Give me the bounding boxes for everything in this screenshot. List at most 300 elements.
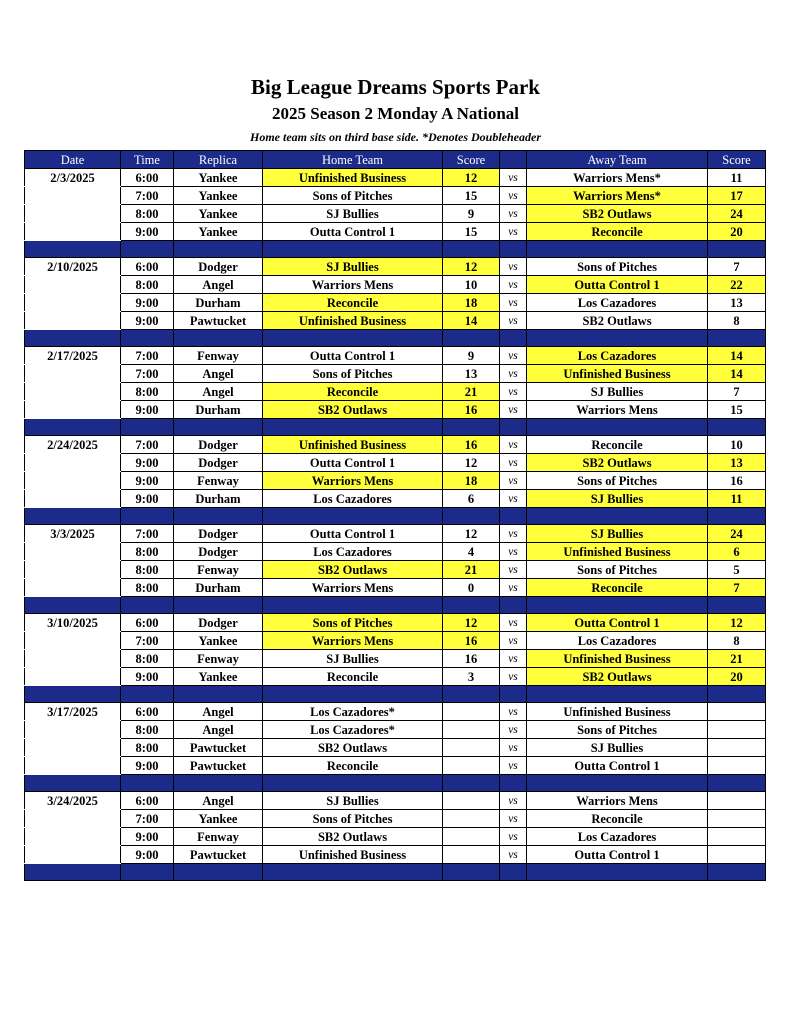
separator-cell (708, 864, 766, 881)
vs-label: vs (500, 187, 527, 205)
game-date (25, 543, 121, 561)
game-time: 7:00 (121, 365, 174, 383)
away-score: 6 (708, 543, 766, 561)
home-score: 12 (443, 258, 500, 276)
game-time: 7:00 (121, 632, 174, 650)
separator-cell (527, 775, 708, 792)
away-team: Outta Control 1 (527, 757, 708, 775)
vs-label: vs (500, 490, 527, 508)
game-row (25, 205, 766, 223)
game-time: 7:00 (121, 347, 174, 365)
away-score: 15 (708, 401, 766, 419)
home-score: 12 (443, 614, 500, 632)
away-team: SJ Bullies (527, 490, 708, 508)
home-team: Sons of Pitches (263, 614, 443, 632)
home-score (443, 810, 500, 828)
away-score: 7 (708, 258, 766, 276)
week-separator (25, 419, 766, 436)
separator-cell (25, 686, 121, 703)
header-away-score: Score (708, 151, 766, 169)
separator-cell (25, 864, 121, 881)
home-team: Warriors Mens (263, 632, 443, 650)
vs-label: vs (500, 650, 527, 668)
game-row (25, 703, 766, 721)
game-replica: Angel (174, 365, 263, 383)
game-date (25, 579, 121, 597)
away-score: 14 (708, 347, 766, 365)
home-score: 18 (443, 472, 500, 490)
away-score: 22 (708, 276, 766, 294)
separator-cell (443, 508, 500, 525)
separator-cell (500, 508, 527, 525)
separator-cell (527, 330, 708, 347)
game-time: 9:00 (121, 472, 174, 490)
week-separator (25, 775, 766, 792)
separator-cell (708, 419, 766, 436)
separator-cell (527, 686, 708, 703)
game-time: 9:00 (121, 454, 174, 472)
home-score: 13 (443, 365, 500, 383)
game-time: 8:00 (121, 383, 174, 401)
home-team: Unfinished Business (263, 846, 443, 864)
game-row (25, 294, 766, 312)
game-replica: Pawtucket (174, 312, 263, 330)
vs-label: vs (500, 401, 527, 419)
away-score: 16 (708, 472, 766, 490)
game-replica: Pawtucket (174, 739, 263, 757)
away-score: 20 (708, 668, 766, 686)
separator-cell (121, 241, 174, 258)
away-score: 11 (708, 169, 766, 187)
game-date (25, 401, 121, 419)
away-score: 8 (708, 632, 766, 650)
home-team: Outta Control 1 (263, 525, 443, 543)
home-score: 16 (443, 401, 500, 419)
home-team: Sons of Pitches (263, 187, 443, 205)
game-replica: Dodger (174, 543, 263, 561)
game-date (25, 454, 121, 472)
game-replica: Yankee (174, 810, 263, 828)
vs-label: vs (500, 632, 527, 650)
away-score: 11 (708, 490, 766, 508)
home-score: 12 (443, 454, 500, 472)
game-row (25, 490, 766, 508)
separator-cell (121, 597, 174, 614)
away-team: Reconcile (527, 436, 708, 454)
game-time: 7:00 (121, 810, 174, 828)
page-title: Big League Dreams Sports Park (251, 75, 540, 99)
home-score: 16 (443, 632, 500, 650)
game-date: 2/3/2025 (25, 169, 121, 187)
home-score: 12 (443, 169, 500, 187)
game-row (25, 846, 766, 864)
separator-cell (443, 775, 500, 792)
game-replica: Yankee (174, 632, 263, 650)
home-team: Reconcile (263, 668, 443, 686)
home-team: Warriors Mens (263, 276, 443, 294)
away-team: Reconcile (527, 579, 708, 597)
separator-cell (121, 508, 174, 525)
away-score (708, 828, 766, 846)
home-score: 4 (443, 543, 500, 561)
away-score: 13 (708, 294, 766, 312)
game-replica: Yankee (174, 205, 263, 223)
game-row (25, 543, 766, 561)
game-date (25, 472, 121, 490)
game-row (25, 365, 766, 383)
game-date (25, 632, 121, 650)
game-time: 8:00 (121, 739, 174, 757)
away-team: Sons of Pitches (527, 258, 708, 276)
away-score (708, 810, 766, 828)
game-replica: Yankee (174, 668, 263, 686)
game-replica: Angel (174, 703, 263, 721)
game-date (25, 561, 121, 579)
game-date (25, 721, 121, 739)
separator-cell (121, 419, 174, 436)
game-time: 9:00 (121, 668, 174, 686)
vs-label: vs (500, 792, 527, 810)
header-home-team: Home Team (263, 151, 443, 169)
separator-cell (174, 241, 263, 258)
home-score: 14 (443, 312, 500, 330)
separator-cell (174, 508, 263, 525)
away-team: Warriors Mens* (527, 187, 708, 205)
home-team: Reconcile (263, 383, 443, 401)
separator-cell (527, 597, 708, 614)
week-separator (25, 508, 766, 525)
game-date (25, 312, 121, 330)
header-away-team: Away Team (527, 151, 708, 169)
game-time: 9:00 (121, 312, 174, 330)
home-score (443, 828, 500, 846)
game-date (25, 757, 121, 775)
home-score (443, 703, 500, 721)
game-row (25, 721, 766, 739)
game-time: 6:00 (121, 792, 174, 810)
vs-label: vs (500, 579, 527, 597)
home-score: 16 (443, 436, 500, 454)
away-score: 24 (708, 525, 766, 543)
game-time: 6:00 (121, 614, 174, 632)
game-replica: Pawtucket (174, 846, 263, 864)
header-date: Date (25, 151, 121, 169)
home-score: 6 (443, 490, 500, 508)
home-team: Los Cazadores (263, 543, 443, 561)
away-team: Unfinished Business (527, 365, 708, 383)
home-team: SJ Bullies (263, 792, 443, 810)
away-team: Outta Control 1 (527, 276, 708, 294)
game-replica: Angel (174, 792, 263, 810)
separator-cell (263, 241, 443, 258)
game-date (25, 276, 121, 294)
vs-label: vs (500, 454, 527, 472)
away-team: Los Cazadores (527, 294, 708, 312)
away-score: 8 (708, 312, 766, 330)
game-date (25, 365, 121, 383)
separator-cell (25, 775, 121, 792)
game-row (25, 525, 766, 543)
game-date (25, 205, 121, 223)
game-replica: Durham (174, 401, 263, 419)
game-date (25, 810, 121, 828)
home-score: 16 (443, 650, 500, 668)
separator-cell (443, 241, 500, 258)
game-date (25, 828, 121, 846)
home-team: Los Cazadores (263, 490, 443, 508)
away-score (708, 721, 766, 739)
home-score: 21 (443, 383, 500, 401)
away-team: Los Cazadores (527, 632, 708, 650)
away-team: Sons of Pitches (527, 721, 708, 739)
away-score (708, 846, 766, 864)
home-score (443, 721, 500, 739)
away-score: 10 (708, 436, 766, 454)
game-replica: Dodger (174, 614, 263, 632)
game-row (25, 757, 766, 775)
game-replica: Dodger (174, 525, 263, 543)
away-team: SJ Bullies (527, 383, 708, 401)
separator-cell (527, 419, 708, 436)
home-team: Outta Control 1 (263, 454, 443, 472)
game-time: 7:00 (121, 525, 174, 543)
away-score: 24 (708, 205, 766, 223)
separator-cell (527, 508, 708, 525)
home-score: 21 (443, 561, 500, 579)
separator-cell (174, 597, 263, 614)
game-time: 8:00 (121, 205, 174, 223)
game-row (25, 792, 766, 810)
game-replica: Fenway (174, 828, 263, 846)
vs-label: vs (500, 561, 527, 579)
separator-cell (263, 508, 443, 525)
vs-label: vs (500, 525, 527, 543)
away-team: Outta Control 1 (527, 846, 708, 864)
game-replica: Fenway (174, 650, 263, 668)
away-score: 20 (708, 223, 766, 241)
away-score: 5 (708, 561, 766, 579)
game-time: 9:00 (121, 490, 174, 508)
game-row (25, 401, 766, 419)
home-score: 9 (443, 347, 500, 365)
game-row (25, 650, 766, 668)
game-replica: Dodger (174, 258, 263, 276)
game-row (25, 472, 766, 490)
home-score: 18 (443, 294, 500, 312)
separator-cell (121, 686, 174, 703)
away-score: 12 (708, 614, 766, 632)
game-row (25, 739, 766, 757)
separator-cell (174, 775, 263, 792)
game-date (25, 650, 121, 668)
game-time: 8:00 (121, 543, 174, 561)
game-date (25, 846, 121, 864)
home-score (443, 757, 500, 775)
away-team: Warriors Mens* (527, 169, 708, 187)
vs-label: vs (500, 614, 527, 632)
game-time: 9:00 (121, 846, 174, 864)
away-team: Warriors Mens (527, 792, 708, 810)
home-team: Warriors Mens (263, 472, 443, 490)
game-replica: Fenway (174, 561, 263, 579)
away-team: Unfinished Business (527, 703, 708, 721)
home-team: Los Cazadores* (263, 721, 443, 739)
away-team: Los Cazadores (527, 828, 708, 846)
week-separator (25, 330, 766, 347)
game-time: 9:00 (121, 757, 174, 775)
separator-cell (121, 775, 174, 792)
page-subtitle: 2025 Season 2 Monday A National (271, 104, 519, 123)
home-team: Sons of Pitches (263, 365, 443, 383)
separator-cell (500, 241, 527, 258)
game-time: 8:00 (121, 721, 174, 739)
game-row (25, 187, 766, 205)
game-time: 8:00 (121, 561, 174, 579)
separator-cell (121, 330, 174, 347)
game-row (25, 668, 766, 686)
home-team: SB2 Outlaws (263, 739, 443, 757)
home-score (443, 792, 500, 810)
separator-cell (443, 419, 500, 436)
separator-cell (500, 775, 527, 792)
game-row (25, 561, 766, 579)
game-row (25, 258, 766, 276)
game-row (25, 614, 766, 632)
header-row (25, 151, 766, 169)
separator-cell (443, 864, 500, 881)
game-time: 9:00 (121, 828, 174, 846)
vs-label: vs (500, 205, 527, 223)
vs-label: vs (500, 169, 527, 187)
separator-cell (500, 597, 527, 614)
game-row (25, 436, 766, 454)
game-replica: Yankee (174, 223, 263, 241)
home-score (443, 739, 500, 757)
game-date: 3/24/2025 (25, 792, 121, 810)
home-team: SB2 Outlaws (263, 561, 443, 579)
away-score (708, 739, 766, 757)
vs-label: vs (500, 543, 527, 561)
game-replica: Yankee (174, 169, 263, 187)
away-score (708, 703, 766, 721)
separator-cell (25, 508, 121, 525)
separator-cell (25, 419, 121, 436)
vs-label: vs (500, 276, 527, 294)
header-home-score: Score (443, 151, 500, 169)
game-date: 3/10/2025 (25, 614, 121, 632)
game-date (25, 187, 121, 205)
game-replica: Durham (174, 294, 263, 312)
week-separator (25, 864, 766, 881)
vs-label: vs (500, 757, 527, 775)
separator-cell (708, 775, 766, 792)
vs-label: vs (500, 472, 527, 490)
game-row (25, 276, 766, 294)
game-replica: Angel (174, 276, 263, 294)
header-replica: Replica (174, 151, 263, 169)
game-time: 8:00 (121, 579, 174, 597)
week-separator (25, 597, 766, 614)
doubleheader-note: Home team sits on third base side. *Denotes Doubleheader (250, 130, 541, 144)
away-team: Los Cazadores (527, 347, 708, 365)
vs-label: vs (500, 365, 527, 383)
separator-cell (263, 419, 443, 436)
away-team: Outta Control 1 (527, 614, 708, 632)
separator-cell (263, 775, 443, 792)
game-date (25, 490, 121, 508)
away-team: Warriors Mens (527, 401, 708, 419)
separator-cell (443, 597, 500, 614)
away-score: 17 (708, 187, 766, 205)
home-score: 12 (443, 525, 500, 543)
game-date (25, 739, 121, 757)
separator-cell (500, 864, 527, 881)
away-score: 14 (708, 365, 766, 383)
away-team: Sons of Pitches (527, 561, 708, 579)
separator-cell (174, 330, 263, 347)
game-row (25, 169, 766, 187)
game-time: 7:00 (121, 187, 174, 205)
game-date: 3/3/2025 (25, 525, 121, 543)
away-team: Reconcile (527, 223, 708, 241)
vs-label: vs (500, 294, 527, 312)
home-score (443, 846, 500, 864)
game-date: 3/17/2025 (25, 703, 121, 721)
separator-cell (500, 419, 527, 436)
game-time: 8:00 (121, 650, 174, 668)
separator-cell (708, 597, 766, 614)
game-replica: Durham (174, 579, 263, 597)
separator-cell (527, 864, 708, 881)
away-team: Unfinished Business (527, 650, 708, 668)
schedule-body (25, 169, 766, 881)
week-separator (25, 241, 766, 258)
game-time: 9:00 (121, 223, 174, 241)
separator-cell (263, 330, 443, 347)
game-row (25, 223, 766, 241)
home-team: Unfinished Business (263, 312, 443, 330)
home-score: 15 (443, 187, 500, 205)
home-team: Warriors Mens (263, 579, 443, 597)
vs-label: vs (500, 436, 527, 454)
home-team: Sons of Pitches (263, 810, 443, 828)
game-row (25, 579, 766, 597)
away-team: SB2 Outlaws (527, 205, 708, 223)
game-row (25, 828, 766, 846)
separator-cell (121, 864, 174, 881)
away-score: 21 (708, 650, 766, 668)
separator-cell (500, 330, 527, 347)
game-time: 6:00 (121, 169, 174, 187)
home-team: Reconcile (263, 294, 443, 312)
away-team: SJ Bullies (527, 525, 708, 543)
game-replica: Yankee (174, 187, 263, 205)
game-replica: Fenway (174, 347, 263, 365)
game-replica: Dodger (174, 454, 263, 472)
home-score: 10 (443, 276, 500, 294)
home-score: 3 (443, 668, 500, 686)
game-replica: Durham (174, 490, 263, 508)
game-time: 9:00 (121, 401, 174, 419)
separator-cell (174, 419, 263, 436)
game-time: 6:00 (121, 703, 174, 721)
game-replica: Dodger (174, 436, 263, 454)
game-date (25, 294, 121, 312)
game-date: 2/24/2025 (25, 436, 121, 454)
separator-cell (708, 241, 766, 258)
away-score: 13 (708, 454, 766, 472)
home-team: Outta Control 1 (263, 223, 443, 241)
